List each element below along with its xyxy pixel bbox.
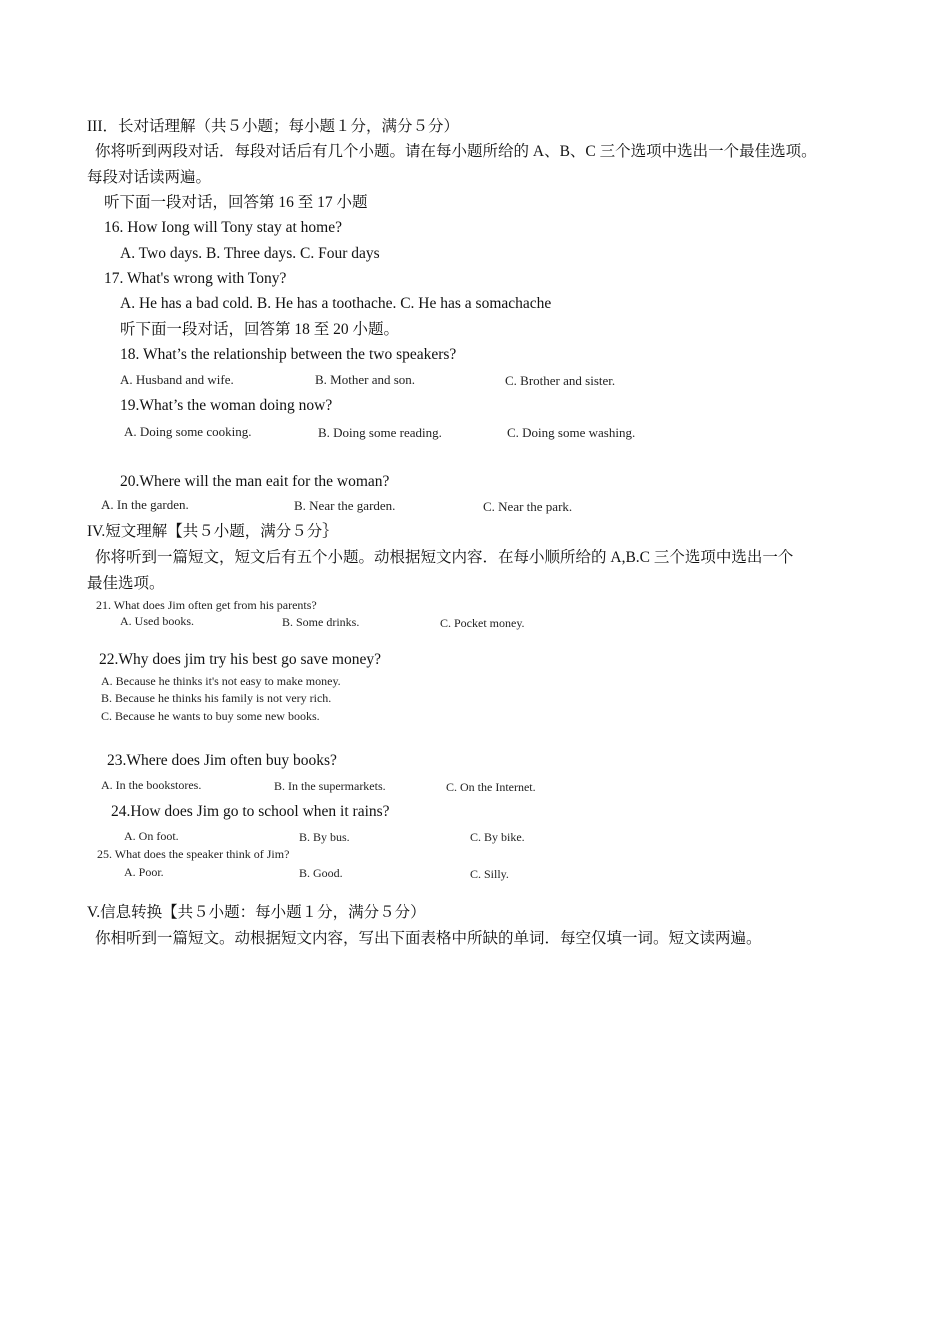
question-19: 19.What’s the woman doing now?: [120, 397, 333, 414]
question-25-option-a: A. Poor.: [124, 865, 164, 879]
question-18-option-a: A. Husband and wife.: [120, 372, 234, 387]
question-19-option-b: B. Doing some reading.: [318, 425, 442, 440]
section4-instruction-line1: 你将听到一篇短文，短文后有五个小题。动根据短文内容．在每小顺所给的 A,B.C 三个选项中选出一个: [95, 549, 794, 566]
question-16: 16. How Iong will Tony stay at home?: [104, 219, 342, 236]
question-23: 23.Where does Jim often buy books?: [107, 752, 337, 769]
section5-instruction: 你相听到一篇短文。动根据短文内容，写出下面表格中所缺的单词．每空仅填一词。短文读两遍。: [95, 930, 762, 947]
section4-title: IV.短文理解【共５小题，满分５分｝: [87, 523, 338, 540]
question-19-option-c: C. Doing some washing.: [507, 425, 636, 440]
question-16-options: A. Two days. B. Three days. C. Four days: [120, 245, 380, 262]
question-25-option-c: C. Silly.: [470, 867, 509, 881]
section3-instruction-line2: 每段对话读两遍。: [87, 169, 212, 186]
dialog2-intro: 听下面一段对话，回答第 18 至 20 小题。: [120, 321, 400, 338]
question-21-option-a: A. Used books.: [120, 614, 194, 628]
question-20-option-c: C. Near the park.: [483, 499, 573, 514]
question-25-option-b: B. Good.: [299, 866, 343, 880]
question-23-option-b: B. In the supermarkets.: [274, 779, 386, 793]
question-22-option-a: A. Because he thinks it's not easy to make money.: [101, 674, 341, 688]
section4-instruction-line2: 最佳选项。: [87, 575, 165, 592]
question-18-option-b: B. Mother and son.: [315, 372, 416, 387]
question-22-option-b: B. Because he thinks his family is not very rich.: [101, 691, 332, 705]
section3-instruction-line1: 你将听到两段对话．每段对话后有几个小题。请在每小题所给的 A、B、C 三个选项中选出一个最佳选项。: [95, 143, 817, 160]
question-21: 21. What does Jim often get from his parents?: [96, 598, 317, 612]
question-22-option-c: C. Because he wants to buy some new books.: [101, 709, 320, 723]
question-24-option-b: B. By bus.: [299, 830, 350, 844]
question-24-option-a: A. On foot.: [124, 829, 179, 843]
question-24-option-c: C. By bike.: [470, 830, 525, 844]
question-20-option-b: B. Near the garden.: [294, 498, 396, 513]
question-18: 18. What’s the relationship between the two speakers?: [120, 346, 457, 363]
question-18-option-c: C. Brother and sister.: [505, 373, 616, 388]
section3-title: III．长对话理解（共５小题；每小题１分，满分５分）: [87, 118, 459, 135]
section5-title: V.信息转换【共５小题：每小题１分，满分５分）: [87, 904, 426, 921]
question-21-option-b: B. Some drinks.: [282, 615, 360, 629]
question-17: 17. What's wrong with Tony?: [104, 270, 287, 287]
question-23-option-c: C. On the Internet.: [446, 780, 536, 794]
question-21-option-c: C. Pocket money.: [440, 616, 525, 630]
question-23-option-a: A. In the bookstores.: [101, 778, 202, 792]
question-22: 22.Why does jim try his best go save money?: [99, 651, 381, 668]
question-17-options: A. He has a bad cold. B. He has a toothache. C. He has a somachache: [120, 295, 552, 312]
question-19-option-a: A. Doing some cooking.: [124, 424, 252, 439]
dialog1-intro: 听下面一段对话，回答第 16 至 17 小题: [104, 194, 368, 211]
question-20: 20.Where will the man eait for the woman?: [120, 473, 390, 490]
question-20-option-a: A. In the garden.: [101, 497, 189, 512]
question-25: 25. What does the speaker think of Jim?: [97, 847, 290, 861]
question-24: 24.How does Jim go to school when it rains?: [111, 803, 390, 820]
